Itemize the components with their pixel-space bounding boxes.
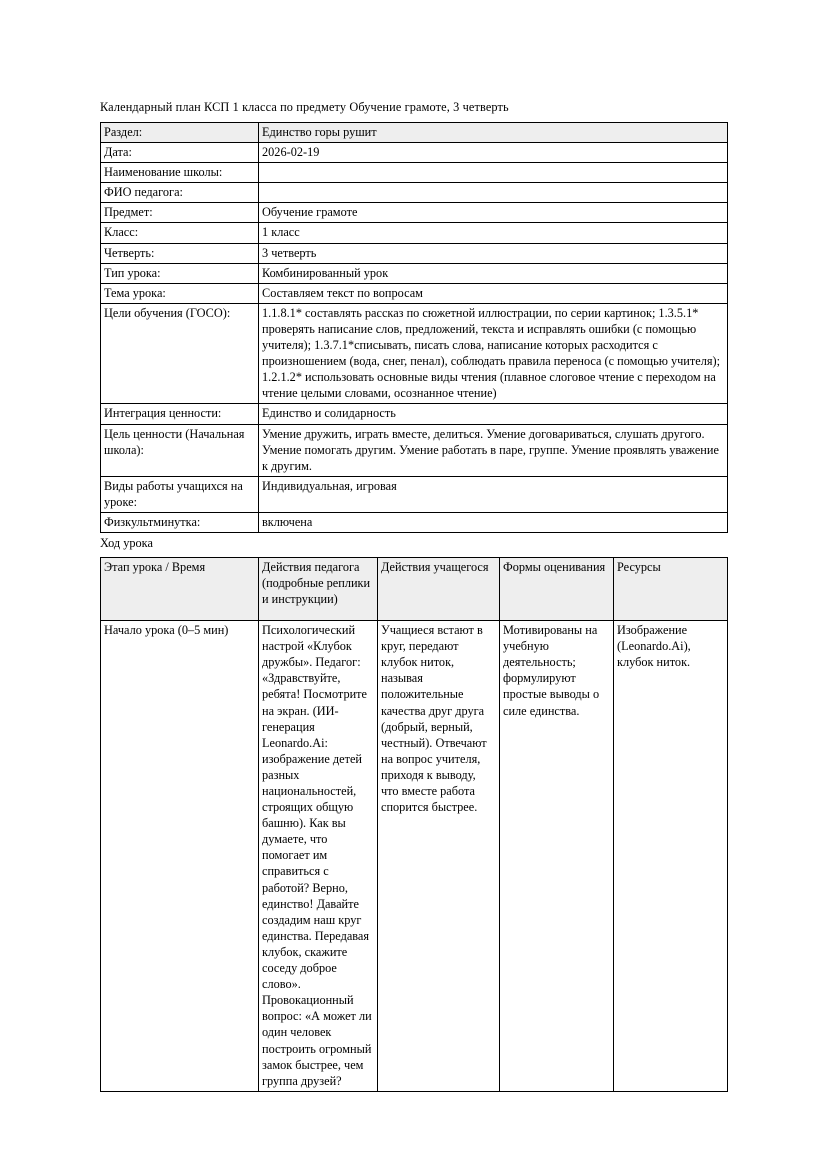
info-row-label: Класс: — [101, 223, 259, 243]
table-row — [101, 512, 728, 532]
flow-column-header: Этап урока / Время — [101, 558, 259, 621]
table-row — [101, 476, 728, 512]
table-row — [101, 223, 728, 243]
info-row-value: 1.1.8.1* составлять рассказ по сюжетной иллюстрации, по серии картинок; 1.3.5.1* проверять написание слов, предложений, текста и исправлять ошибки (с помощью учителя); 1.3.7.1*списывать, писать слова, написание которых расходится с произношением (вода, снег, пенал), соблюдать правила переноса (с помощью учителя); 1.2.1.2* использовать основные виды чтения (плавное слоговое чтение с переходом на чтение целыми словами, осознанное чтение) — [259, 303, 728, 404]
info-row-label: Тема урока: — [101, 283, 259, 303]
info-row-label: Наименование школы: — [101, 163, 259, 183]
flow-cell-student-actions: Учащиеся встают в круг, передают клубок ниток, называя положительные качества друг друга (добрый, верный, честный). Отвечают на вопрос учителя, приходя к выводу, что вместе работа спорится быстрее. — [378, 621, 500, 1092]
flow-cell-resources: Изображение (Leonardo.Ai), клубок ниток. — [614, 621, 728, 1092]
info-row-label: Раздел: — [101, 123, 259, 143]
info-row-value: 1 класс — [259, 223, 728, 243]
info-row-value: Комбинированный урок — [259, 263, 728, 283]
info-row-label: Физкультминутка: — [101, 512, 259, 532]
flow-cell-teacher-actions: Психологический настрой «Клубок дружбы». Педагог: «Здравствуйте, ребята! Посмотрите на экран. (ИИ-генерация Leonardo.Ai: изображение детей разных национальностей, строящих общую башню). Как вы думаете, что помогает им справиться с работой? Верно, единство! Давайте создадим наш круг единства. Передавая клубок, скажите соседу доброе слово». Провокационный вопрос: «А может ли один человек построить огромный замок быстрее, чем группа друзей? — [259, 621, 378, 1092]
info-row-value: Единство горы рушит — [259, 123, 728, 143]
flow-table-header-row — [101, 558, 728, 621]
table-row — [101, 283, 728, 303]
info-row-value: Единство и солидарность — [259, 404, 728, 424]
flow-table-head — [101, 558, 728, 621]
table-row — [101, 424, 728, 476]
table-row — [101, 203, 728, 223]
info-row-value: Обучение грамоте — [259, 203, 728, 223]
info-row-label: Цели обучения (ГОСО): — [101, 303, 259, 404]
info-row-value: Составляем текст по вопросам — [259, 283, 728, 303]
table-row — [101, 243, 728, 263]
table-row — [101, 123, 728, 143]
info-row-label: Виды работы учащихся на уроке: — [101, 476, 259, 512]
info-row-value: Индивидуальная, игровая — [259, 476, 728, 512]
info-table-body — [101, 123, 728, 533]
table-row — [101, 404, 728, 424]
flow-table-body — [101, 621, 728, 1092]
info-row-label: Предмет: — [101, 203, 259, 223]
table-row — [101, 303, 728, 404]
info-row-value — [259, 163, 728, 183]
flow-column-header: Ресурсы — [614, 558, 728, 621]
table-row — [101, 263, 728, 283]
flow-cell-stage: Начало урока (0–5 мин) — [101, 621, 259, 1092]
flow-column-header: Действия педагога (подробные реплики и инструкции) — [259, 558, 378, 621]
flow-cell-assessment: Мотивированы на учебную деятельность; формулируют простые выводы о силе единства. — [500, 621, 614, 1092]
lesson-flow-caption: Ход урока — [100, 536, 153, 551]
table-row — [101, 183, 728, 203]
page-title: Календарный план КСП 1 класса по предмету Обучение грамоте, 3 четверть — [100, 100, 509, 114]
table-row — [101, 143, 728, 163]
table-row — [101, 163, 728, 183]
table-row — [101, 621, 728, 1092]
info-row-value: 3 четверть — [259, 243, 728, 263]
info-row-label: Тип урока: — [101, 263, 259, 283]
lesson-info-table — [100, 122, 728, 533]
info-row-value: включена — [259, 512, 728, 532]
info-row-value — [259, 183, 728, 203]
flow-column-header: Формы оценивания — [500, 558, 614, 621]
lesson-flow-table — [100, 557, 728, 1092]
info-row-label: Дата: — [101, 143, 259, 163]
info-row-label: Интеграция ценности: — [101, 404, 259, 424]
flow-column-header: Действия учащегося — [378, 558, 500, 621]
info-row-label: ФИО педагога: — [101, 183, 259, 203]
info-row-value: 2026-02-19 — [259, 143, 728, 163]
info-row-label: Четверть: — [101, 243, 259, 263]
info-row-label: Цель ценности (Начальная школа): — [101, 424, 259, 476]
info-row-value: Умение дружить, играть вместе, делиться. Умение договариваться, слушать другого. Умение помогать другим. Умение работать в паре, группе. Умение проявлять уважение к другим. — [259, 424, 728, 476]
